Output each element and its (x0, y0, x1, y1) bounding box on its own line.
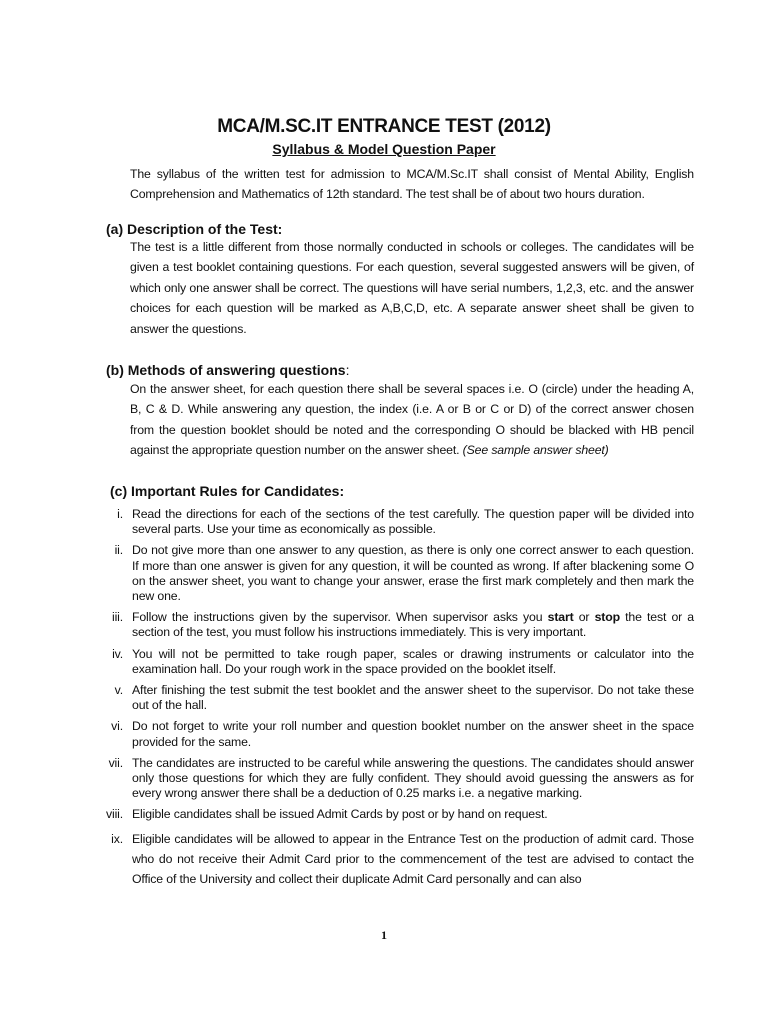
rule-text: Eligible candidates shall be issued Admit Cards by post or by hand on request. (132, 807, 548, 822)
rule-bold-stop: stop (594, 610, 620, 625)
rule-number: vi. (111, 719, 123, 734)
rule-number: ix. (111, 831, 123, 846)
section-a-heading: (a) Description of the Test: (106, 221, 283, 237)
section-a-body: The test is a little different from those normally conducted in schools or colleges. The candidates will be given a test booklet containing questions. For each question, several suggested answers will be given, of which only one answer shall be correct. The questions will have serial numbers, 1,2,3, etc. and the answer choices for each question will be marked as A,B,C,D, etc. A separate answer sheet shall be given to answer the questions. (130, 240, 694, 336)
rule-item-9 (98, 829, 694, 890)
rule-number: iii. (111, 610, 123, 625)
section-b-heading-tail: : (345, 362, 350, 378)
rule-bold-start: start (547, 610, 574, 625)
section-b-heading (106, 362, 349, 378)
section-b-heading-text: (b) Methods of answering questions (106, 362, 346, 378)
rule-text: You will not be permitted to take rough paper, scales or drawing instruments or calculator into the examination hall. Do your rough work in the space provided on the booklet itself. (132, 646, 694, 676)
rules-list (98, 507, 694, 896)
rule-number: ii. (114, 543, 123, 558)
intro-paragraph: The syllabus of the written test for admission to MCA/M.Sc.IT shall consist of Mental Ability, English Comprehension and Mathematics of 12th standard. The test shall be of about two hours duration. (130, 167, 694, 202)
page-title: MCA/M.SC.IT ENTRANCE TEST (2012) (217, 116, 551, 137)
rule-text: Do not forget to write your roll number and question booklet number on the answer sheet in the space provided for the same. (132, 719, 694, 749)
rule-number: v. (114, 683, 123, 698)
section-b-body (130, 379, 694, 461)
rule-item-3 (98, 610, 694, 640)
page-subtitle: Syllabus & Model Question Paper (272, 141, 496, 157)
rule-item-2 (98, 543, 694, 604)
rule-item-4 (98, 647, 694, 677)
rule-text-mid: or (573, 610, 595, 625)
rule-number: vii. (108, 755, 123, 770)
rule-text: Eligible candidates will be allowed to appear in the Entrance Test on the production of admit card. Those who do not receive their Admit Card prior to the commencement of the test are advised to contact the Office of the University and collect their duplicate Admit Card personally and can also (132, 831, 694, 887)
rule-text: The candidates are instructed to be careful while answering the questions. The candidates should answer only those questions for which they are fully confident. They should avoid guessing the answers as for every wrong answer there shall be a deduction of 0.25 marks i.e. a negative marking. (132, 755, 694, 801)
rule-text-before: Follow the instructions given by the supervisor. When supervisor asks you (132, 610, 548, 625)
rule-text-after: the test or a section of the test, you must follow his instructions immediately. This is very important. (132, 610, 694, 640)
rule-number: iv. (112, 646, 123, 661)
section-b-note: (See sample answer sheet) (462, 443, 609, 458)
rule-item-6 (98, 719, 694, 749)
page-number: 1 (381, 928, 387, 942)
rule-item-1 (98, 507, 694, 537)
rule-item-8 (98, 807, 694, 822)
section-b-body-text: On the answer sheet, for each question there shall be several spaces i.e. O (circle) under the heading A, B, C & D. While answering any question, the index (i.e. A or B or C or D) of the correct answer chosen from the question booklet should be noted and the corresponding O should be blacked with HB pencil against the appropriate question number on the answer sheet. (130, 382, 694, 458)
rule-text: Read the directions for each of the sections of the test carefully. The question paper will be divided into several parts. Use your time as economically as possible. (132, 507, 694, 537)
rule-number: viii. (105, 807, 123, 822)
rule-text: Do not give more than one answer to any question, as there is only one correct answer to each question. If more than one answer is given for any question, it will be counted as wrong. If after blackening some O on the answer sheet, you want to change your answer, erase the first mark completely and then mark the new one. (132, 543, 694, 604)
rule-text: After finishing the test submit the test booklet and the answer sheet to the supervisor. Do not take these out of the hall. (132, 683, 694, 713)
rule-item-5 (98, 683, 694, 713)
section-c-heading: (c) Important Rules for Candidates: (110, 483, 345, 499)
rule-number: i. (117, 507, 123, 521)
rule-item-7 (98, 756, 694, 802)
